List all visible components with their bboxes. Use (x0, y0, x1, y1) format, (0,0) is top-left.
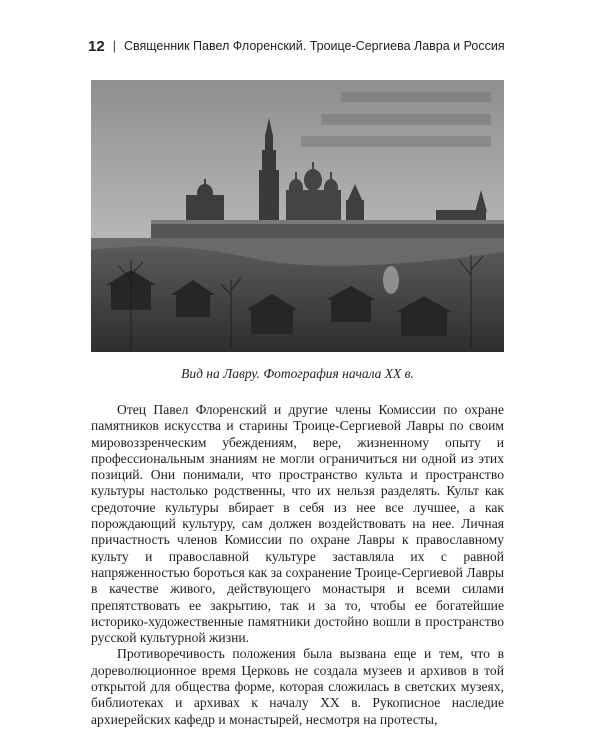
figure-caption: Вид на Лавру. Фотография начала XX в. (181, 366, 414, 381)
lavra-photograph (91, 80, 504, 352)
body-text (91, 402, 504, 728)
running-title: Священник Павел Флоренский. Троице-Сергиева Лавра и Россия (123, 39, 505, 53)
chimney-smoke (383, 266, 399, 294)
paragraph-1: Отец Павел Флоренский и другие члены Комиссии по охране памятников искусства и старины Троице-Сергиевой Лавры по своим мировоззренческим убеждениям, вере, жизненному опыту и профессиональным знаниям не могли ограничиться ни одной из этих позиций. Они понимали, что пространство культа и пространство культуры настолько родственны, что их нельзя разделять. Культ как средоточие культуры вбирает в себя из нее все лучшее, а как порождающий культуру, сам должен воздействовать на нее. Личная причастность членов Комиссии по охране Лавры к православному культу и православной культуре заставляла их с равной напряженностью бороться как за сохранение Троице-Сергиевой Лавры в качестве живого, действующего монастыря и всеми силами препятствовать ее закрытию, так и за то, чтобы ее богатейшие историко-художественные памятники достойно вошли в пространство русской культурной жизни. (91, 402, 504, 646)
running-header (88, 36, 528, 56)
paragraph-2: Противоречивость положения была вызвана еще и тем, что в дореволюционное время Церковь не создала музеев и архивов в той открытой для общества форме, которая сложилась в светских музеях, библиотеках и архивах к началу XX в. Рукописное наследие архиерейских кафедр и монастырей, несмотря на протесты, (91, 646, 504, 727)
page-number: 12 (88, 37, 105, 55)
lavra-photo-illustration (91, 80, 504, 352)
header-separator: | (112, 39, 116, 53)
